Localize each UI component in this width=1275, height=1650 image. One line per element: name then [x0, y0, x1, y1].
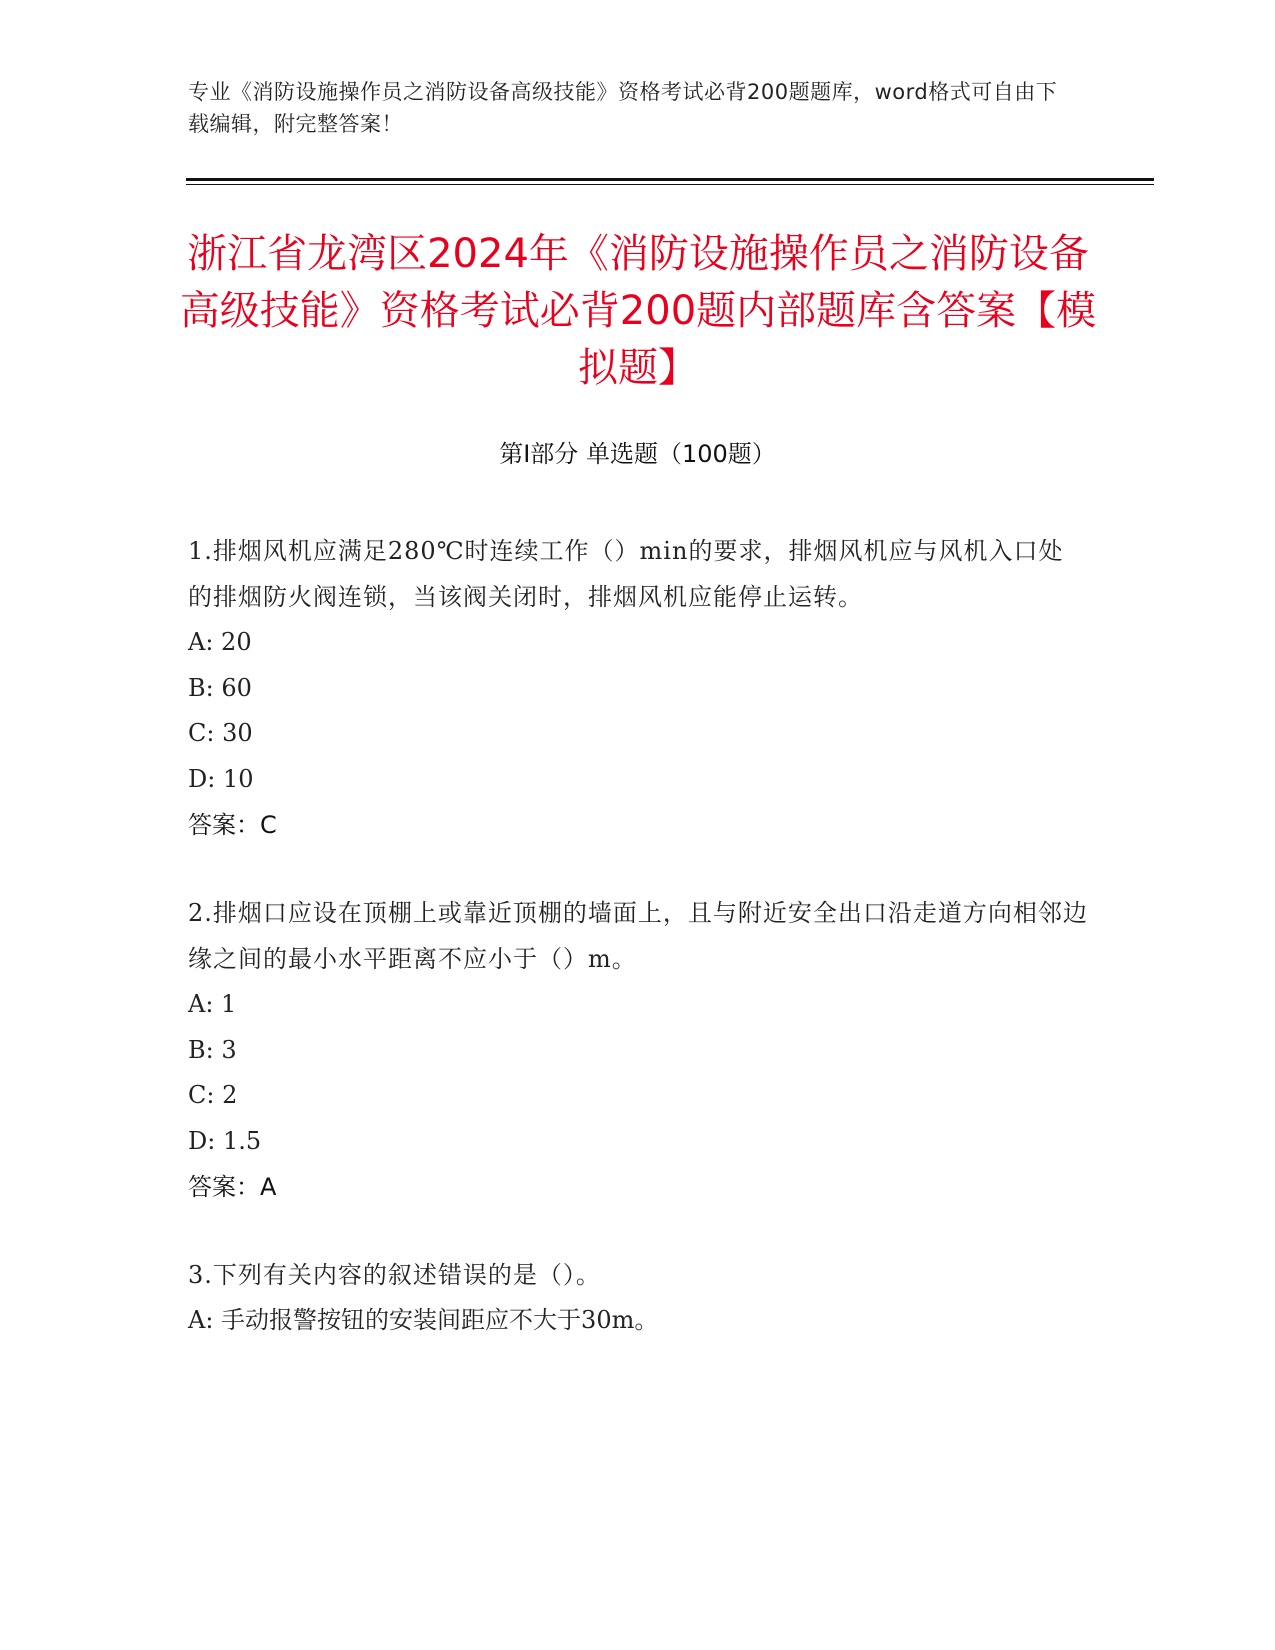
- answer: 答案：A: [188, 1173, 277, 1201]
- document-title: 浙江省龙湾区2024年《消防设施操作员之消防设备高级技能》资格考试必背200题内部题库含答案【模拟题】: [179, 231, 1097, 391]
- option-b: B: 60: [188, 673, 252, 702]
- option-d: D: 10: [188, 764, 254, 793]
- option-a: A: 手动报警按钮的安装间距应不大于30m。: [188, 1306, 659, 1334]
- question-stem: 2.排烟口应设在顶棚上或靠近顶棚的墙面上，且与附近安全出口沿走道方向相邻边缘之间的最小水平距离不应小于（）m。: [188, 899, 1088, 973]
- option-c: C: 2: [188, 1081, 238, 1109]
- section-title: 第Ⅰ部分 单选题（100题）: [499, 440, 776, 468]
- option-a: A: 20: [188, 628, 252, 656]
- question-2: [188, 890, 1088, 1210]
- option-a: A: 1: [188, 990, 237, 1018]
- question-list: [188, 528, 1088, 1386]
- question-stem: 1.排烟风机应满足280℃时连续工作（）min的要求，排烟风机应与风机入口处的排烟防火阀连锁，当该阀关闭时，排烟风机应能停止运转。: [188, 537, 1064, 611]
- question-stem: 3.下列有关内容的叙述错误的是（）。: [188, 1261, 601, 1289]
- option-b: B: 3: [188, 1035, 237, 1064]
- option-c: C: 30: [188, 719, 253, 747]
- question-3: [188, 1252, 1088, 1344]
- header-note: 专业《消防设施操作员之消防设备高级技能》资格考试必背200题题库，word格式可自由下载编辑，附完整答案！: [188, 80, 1058, 136]
- header-divider-thick: [186, 178, 1154, 181]
- header-divider-thin: [186, 184, 1154, 185]
- answer: 答案：C: [188, 811, 277, 839]
- option-d: D: 1.5: [188, 1126, 262, 1155]
- question-1: [188, 528, 1088, 848]
